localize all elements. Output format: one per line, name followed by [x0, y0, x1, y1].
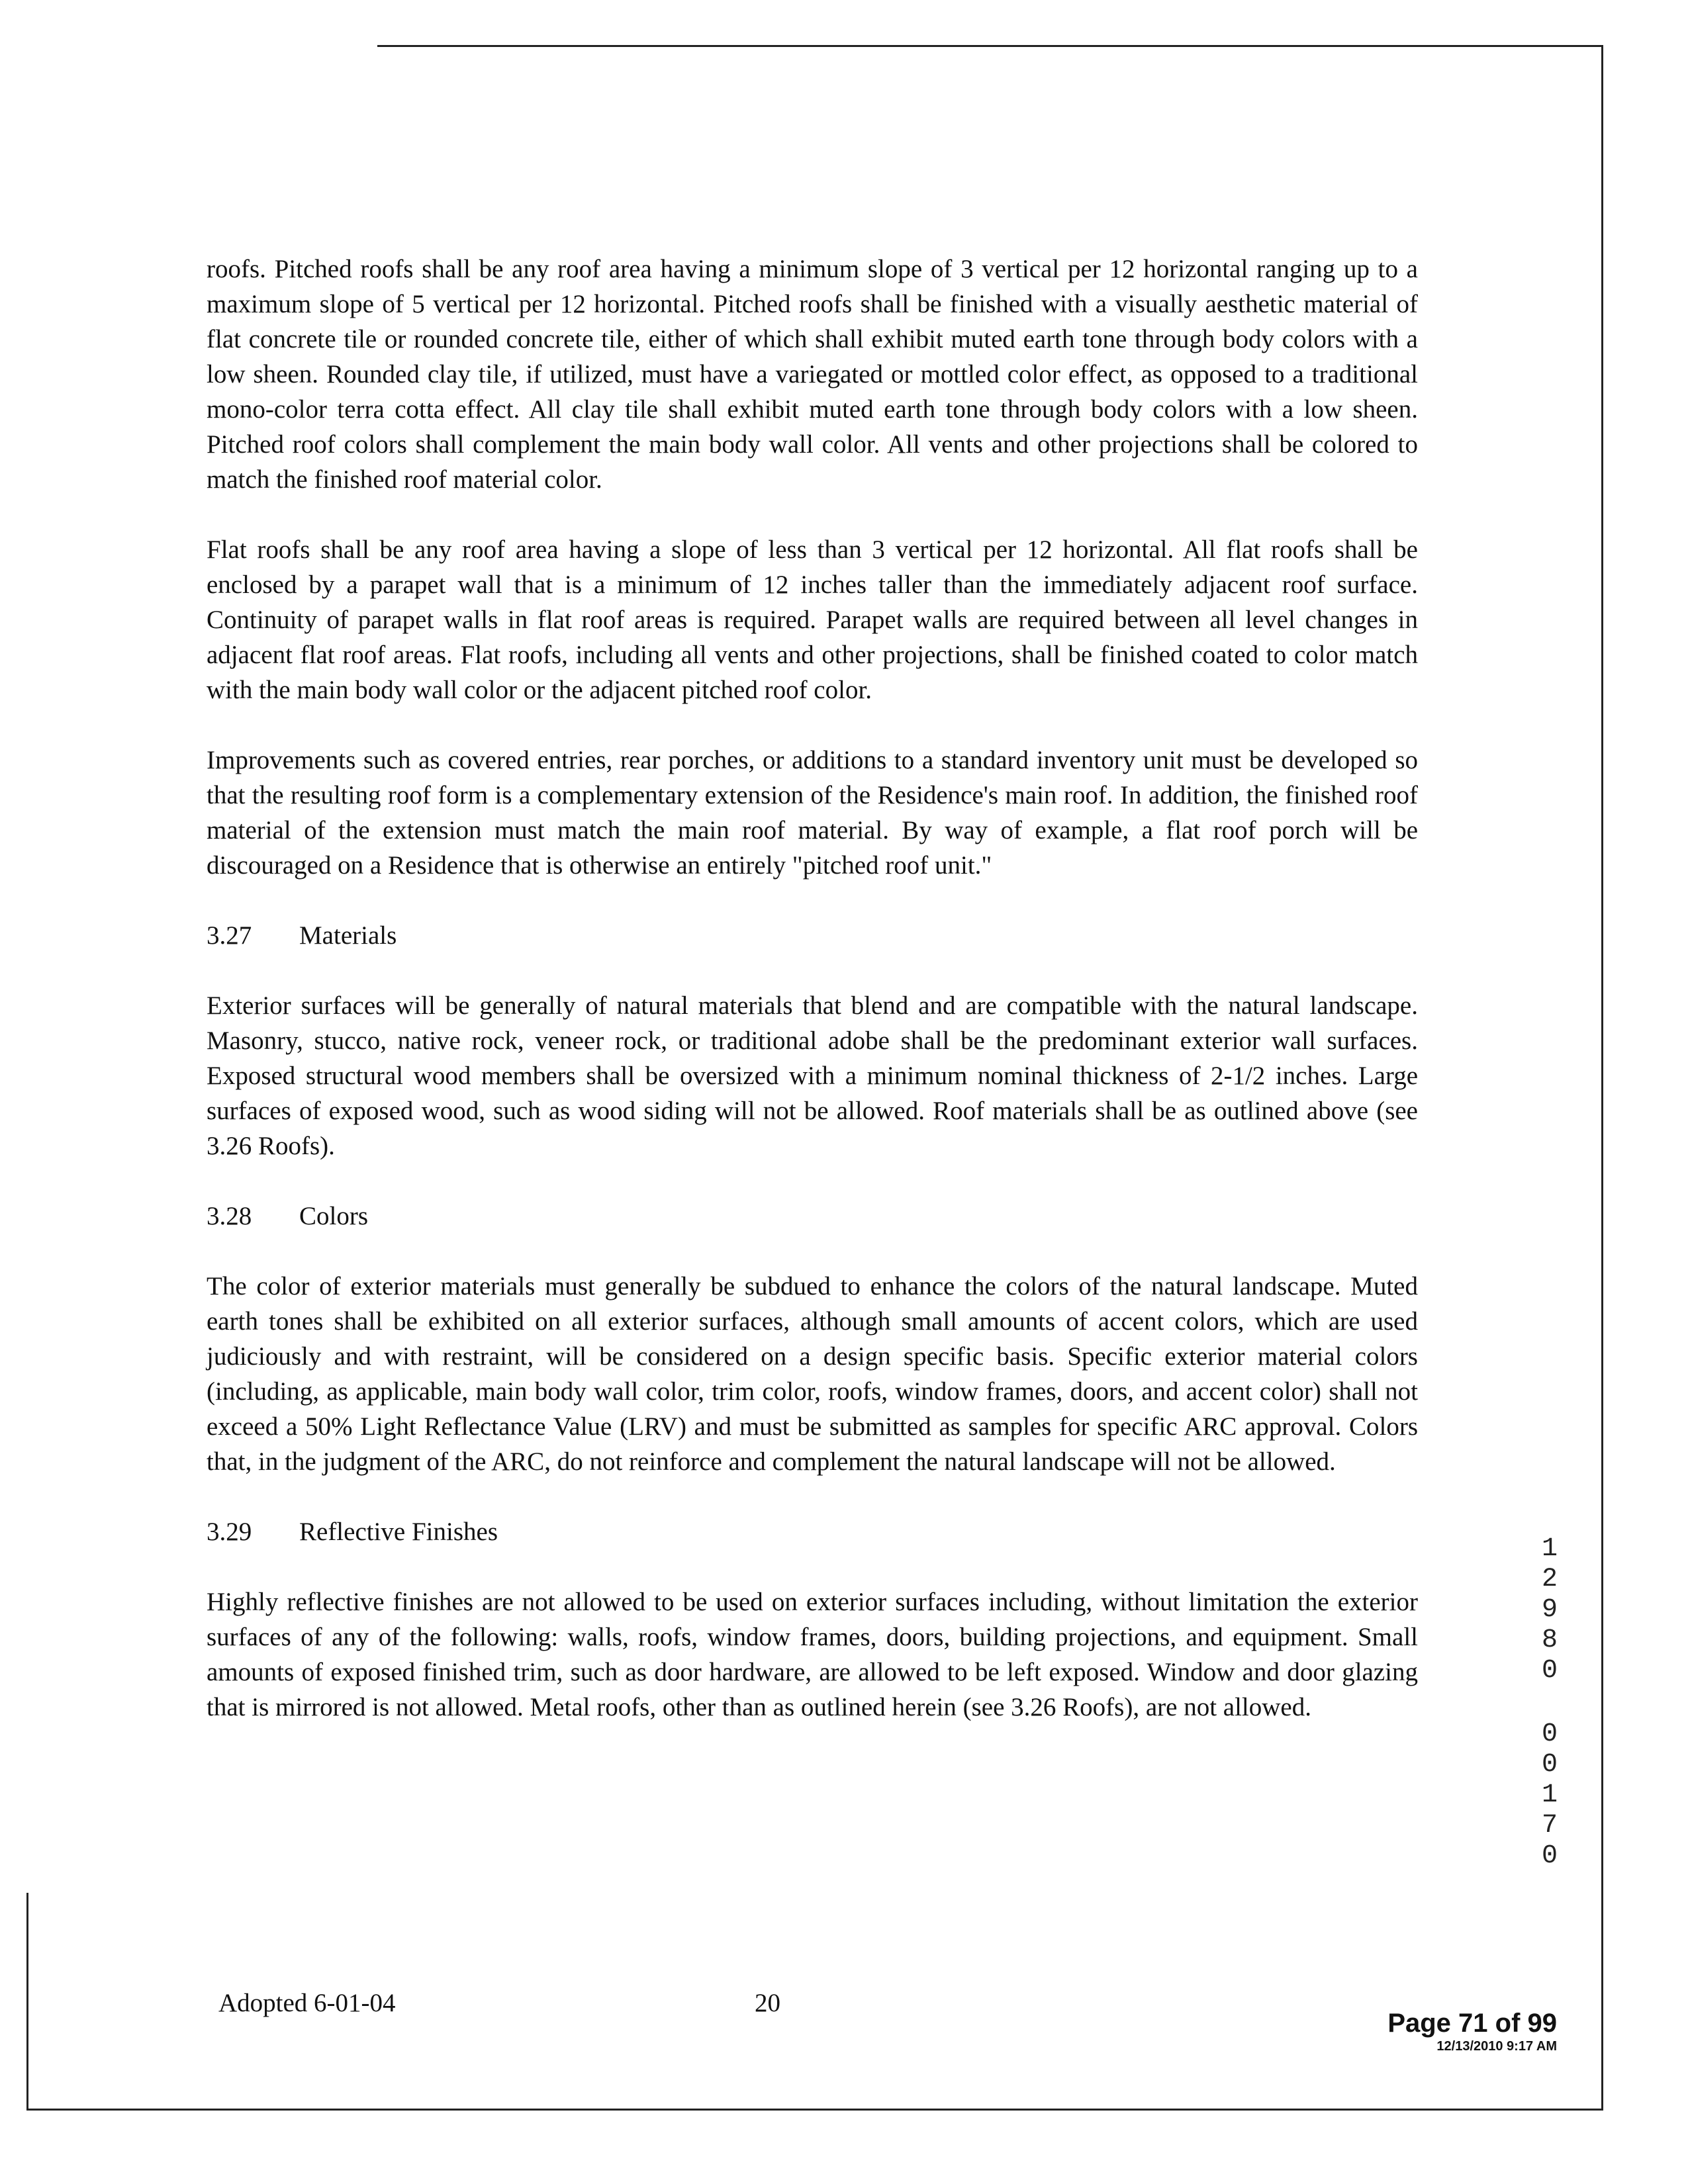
page-count-stamp — [1387, 2008, 1557, 2054]
print-timestamp: 12/13/2010 9:17 AM — [1436, 2039, 1557, 2054]
page-frame-left — [26, 1893, 28, 2110]
paragraph-materials: Exterior surfaces will be generally of natural materials that blend and are compatible with the natural landscape. Masonry, stucco, native rock, veneer rock, or traditional adobe shall be the predominant exterior wall surfaces. Exposed structural wood members shall be oversized with a minimum nominal thickness of 2-1/2 inches. Large surfaces of exposed wood, such as wood siding will not be allowed. Roof materials shall be as outlined above (see 3.26 Roofs). — [207, 991, 1418, 1160]
section-title: Reflective Finishes — [299, 1518, 498, 1546]
paragraph-flat-roofs: Flat roofs shall be any roof area having a slope of less than 3 vertical per 12 horizontal. All flat roofs shall be enclosed by a parapet wall that is a minimum of 12 inches taller than the immediately adjacent roof surface. Continuity of parapet walls in flat roof areas is required. Parapet walls are required between all level changes in adjacent flat roof areas. Flat roofs, including all vents and other projections, shall be finished coated to color match with the main body wall color or the adjacent pitched roof color. — [207, 535, 1418, 704]
stamp-char: 7 — [1541, 1811, 1558, 1841]
stamp-char: 0 — [1541, 1750, 1558, 1780]
section-number: 3.28 — [207, 1202, 252, 1230]
stamp-char: 0 — [1541, 1841, 1558, 1871]
document-control-stamp — [1533, 1534, 1566, 1872]
footer-adopted-date: Adopted 6-01-04 — [218, 1989, 396, 2017]
stamp-char: 8 — [1541, 1625, 1558, 1655]
page-frame-right — [1601, 45, 1603, 2110]
section-heading-colors — [207, 1199, 1418, 1234]
section-heading-reflective-finishes — [207, 1514, 1418, 1549]
document-body — [207, 251, 1418, 1760]
stamp-char: 1 — [1541, 1780, 1558, 1810]
paragraph-colors: The color of exterior materials must generally be subdued to enhance the colors of the natural landscape. Muted earth tones shall be exhibited on all exterior surfaces, although small amounts of accent colors, which are used judiciously and with restraint, will be considered on a design specific basis. Specific exterior material colors (including, as applicable, main body wall color, trim color, roofs, window frames, doors, and accent color) shall not exceed a 50% Light Reflectance Value (LRV) and must be submitted as samples for specific ARC approval. Colors that, in the judgment of the ARC, do not reinforce and complement the natural landscape will not be allowed. — [207, 1272, 1418, 1476]
stamp-char: 0 — [1541, 1719, 1558, 1749]
section-title: Materials — [299, 921, 397, 950]
page-of-label: Page 71 of 99 — [1387, 2009, 1557, 2038]
section-number: 3.29 — [207, 1518, 252, 1546]
page-frame-top — [377, 45, 1603, 47]
section-number: 3.27 — [207, 921, 252, 950]
footer-page-number: 20 — [755, 1989, 780, 2017]
page-frame-bottom — [26, 2109, 1603, 2111]
stamp-char: 1 — [1541, 1534, 1558, 1564]
section-title: Colors — [299, 1202, 369, 1230]
stamp-char: 0 — [1541, 1656, 1558, 1686]
section-heading-materials — [207, 918, 1418, 953]
paragraph-reflective-finishes: Highly reflective finishes are not allowed to be used on exterior surfaces including, without limitation the exterior surfaces of any of the following: walls, roofs, window frames, doors, building projections, and equipment. Small amounts of exposed finished trim, such as door hardware, are allowed to be left exposed. Window and door glazing that is mirrored is not allowed. Metal roofs, other than as outlined herein (see 3.26 Roofs), are not allowed. — [207, 1588, 1418, 1721]
stamp-char: 2 — [1541, 1565, 1558, 1594]
stamp-char: 9 — [1541, 1595, 1558, 1625]
paragraph-pitched-roofs: roofs. Pitched roofs shall be any roof area having a minimum slope of 3 vertical per 12 horizontal ranging up to a maximum slope of 5 vertical per 12 horizontal. Pitched roofs shall be finished with a visually aesthetic material of flat concrete tile or rounded concrete tile, either of which shall exhibit muted earth tone through body colors with a low sheen. Rounded clay tile, if utilized, must have a variegated or mottled color effect, as opposed to a traditional mono-color terra cotta effect. All clay tile shall exhibit muted earth tone through body colors with a low sheen. Pitched roof colors shall complement the main body wall color. All vents and other projections shall be colored to match the finished roof material color. — [207, 255, 1418, 494]
paragraph-roof-improvements: Improvements such as covered entries, rear porches, or additions to a standard inventory unit must be developed so that the resulting roof form is a complementary extension of the Residence's main roof. In addition, the finished roof material of the extension must match the main roof material. By way of example, a flat roof porch will be discouraged on a Residence that is otherwise an entirely "pitched roof unit." — [207, 746, 1418, 880]
